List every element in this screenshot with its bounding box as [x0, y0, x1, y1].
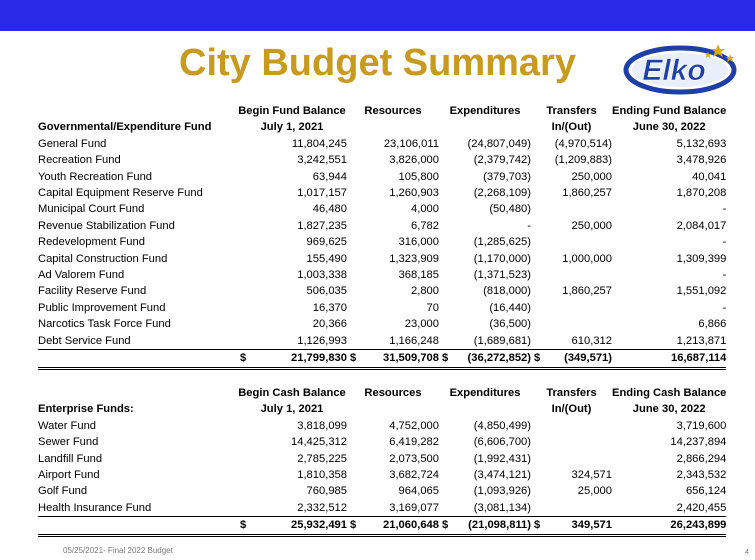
cell-ending: 5,132,693: [676, 137, 727, 150]
cell-transfers: 1,860,257: [562, 187, 612, 200]
governmental-header-row-2: [38, 119, 726, 135]
cell-transfers: 250,000: [571, 170, 612, 183]
cell-ending: 656,124: [685, 485, 727, 498]
cell-resources: 70: [426, 301, 439, 314]
cell-resources: 1,323,909: [389, 252, 439, 265]
begin-date-header: July 1, 2021: [260, 121, 324, 134]
table-row: [38, 201, 726, 217]
table-row: [38, 169, 726, 185]
cell-expenditures: (1,992,431): [473, 452, 531, 465]
cell-expenditures: (16,440): [489, 301, 531, 314]
cell-begin: 969,625: [306, 236, 347, 249]
fund-name: Public Improvement Fund: [38, 301, 166, 314]
fund-name: Municipal Court Fund: [38, 203, 145, 216]
fund-name: General Fund: [38, 137, 107, 150]
governmental-total-row: [38, 350, 726, 368]
cell-transfers: 25,000: [577, 485, 612, 498]
fund-name: Revenue Stabilization Fund: [38, 219, 175, 232]
total-resources: $ 31,509,708: [347, 350, 439, 368]
cell-ending: 2,084,017: [676, 219, 727, 232]
cell-expenditures: (1,285,625): [473, 236, 531, 249]
total-expenditures: $ (21,098,811): [439, 517, 531, 535]
cell-ending: -: [722, 269, 727, 282]
cell-expenditures: (2,268,109): [473, 187, 531, 200]
cell-resources: 2,800: [411, 285, 439, 298]
cell-transfers: 1,860,257: [562, 285, 612, 298]
cell-begin: 155,490: [306, 252, 347, 265]
begin-date-header: July 1, 2021: [260, 403, 324, 416]
cell-transfers: [531, 300, 612, 316]
cell-expenditures: -: [527, 219, 531, 232]
cell-resources: 3,682,724: [389, 469, 439, 482]
governmental-header-row-1: [38, 103, 726, 119]
governmental-section-label: Governmental/Expenditure Fund: [38, 121, 212, 134]
cell-resources: 2,073,500: [389, 452, 439, 465]
ending-date-header: June 30, 2022: [632, 121, 706, 134]
table-row: [38, 500, 726, 517]
begin-cash-balance-header: Begin Cash Balance: [238, 387, 346, 399]
cell-transfers: [531, 267, 612, 283]
total-resources: $ 21,060,648: [347, 517, 439, 535]
cell-begin: 506,035: [306, 285, 347, 298]
cell-resources: 6,782: [411, 219, 439, 232]
ending-date-header: June 30, 2022: [632, 403, 706, 416]
cell-resources: 1,166,248: [389, 334, 439, 347]
cell-begin: 1,126,993: [297, 334, 347, 347]
page-title: City Budget Summary: [179, 42, 576, 84]
total-begin: $ 25,932,491: [237, 517, 347, 535]
ending-fund-balance-header: Ending Fund Balance: [612, 105, 727, 117]
resources-header: Resources: [364, 387, 422, 399]
cell-resources: 3,169,077: [389, 501, 439, 514]
cell-transfers: [531, 316, 612, 332]
cell-ending: 3,478,926: [676, 154, 727, 167]
cell-resources: 316,000: [398, 236, 439, 249]
enterprise-fund-table: [38, 385, 726, 537]
cell-expenditures: (2,379,742): [473, 154, 531, 167]
total-ending: 26,243,899: [612, 517, 726, 535]
fund-name: Sewer Fund: [38, 436, 99, 449]
cell-begin: 760,985: [306, 485, 347, 498]
transfers-subheader: In/(Out): [551, 121, 592, 134]
fund-name: Capital Construction Fund: [38, 252, 168, 265]
fund-name: Redevelopment Fund: [38, 236, 145, 249]
cell-ending: -: [722, 236, 727, 249]
cell-expenditures: (1,093,926): [473, 485, 531, 498]
cell-expenditures: (50,480): [489, 203, 531, 216]
cell-transfers: 250,000: [571, 219, 612, 232]
cell-expenditures: (6,606,700): [473, 436, 531, 449]
cell-begin: 46,480: [312, 203, 347, 216]
total-expenditures: $ (36,272,852): [439, 350, 531, 368]
total-transfers: $ (349,571): [531, 350, 612, 368]
cell-transfers: [531, 451, 612, 467]
fund-name: Debt Service Fund: [38, 334, 131, 347]
table-row: [38, 483, 726, 499]
cell-resources: 1,260,903: [389, 187, 439, 200]
total-ending: 16,687,114: [612, 350, 726, 368]
fund-name: Facility Reserve Fund: [38, 285, 147, 298]
cell-ending: 14,237,894: [670, 436, 727, 449]
cell-ending: 40,041: [692, 170, 727, 183]
cell-ending: 1,309,399: [676, 252, 727, 265]
cell-transfers: (1,209,883): [554, 154, 612, 167]
cell-resources: 4,000: [411, 203, 439, 216]
table-row: [38, 136, 726, 152]
fund-name: Airport Fund: [38, 469, 100, 482]
table-row: [38, 316, 726, 332]
cell-begin: 1,003,338: [297, 269, 347, 282]
table-row: [38, 333, 726, 350]
transfers-header: Transfers: [546, 105, 597, 117]
fund-name: Narcotics Task Force Fund: [38, 318, 171, 331]
cell-begin: 1,017,157: [297, 187, 347, 200]
cell-ending: -: [722, 301, 727, 314]
expenditures-header: Expenditures: [449, 105, 521, 117]
fund-name: Ad Valorem Fund: [38, 269, 125, 282]
expenditures-header: Expenditures: [449, 387, 521, 399]
elko-logo: [622, 38, 740, 100]
cell-expenditures: (1,170,000): [473, 252, 531, 265]
cell-begin: 11,804,245: [291, 137, 347, 150]
fund-name: Water Fund: [38, 419, 97, 432]
cell-transfers: 1,000,000: [562, 252, 612, 265]
transfers-subheader: In/(Out): [551, 403, 592, 416]
cell-transfers: (4,970,514): [554, 137, 612, 150]
cell-begin: 3,242,551: [297, 154, 347, 167]
fund-name: Youth Recreation Fund: [38, 170, 153, 183]
enterprise-header-row-2: [38, 401, 726, 417]
governmental-fund-table: [38, 103, 726, 370]
cell-resources: 23,000: [404, 318, 439, 331]
transfers-header: Transfers: [546, 387, 597, 399]
ending-cash-balance-header: Ending Cash Balance: [612, 387, 727, 399]
cell-transfers: [531, 234, 612, 250]
cell-expenditures: (3,081,134): [473, 501, 531, 514]
fund-name: Recreation Fund: [38, 154, 121, 167]
cell-expenditures: (1,689,681): [473, 334, 531, 347]
cell-expenditures: (1,371,523): [473, 269, 531, 282]
cell-resources: 3,826,000: [389, 154, 439, 167]
table-row: [38, 283, 726, 299]
cell-begin: 16,370: [312, 301, 347, 314]
cell-resources: 23,106,011: [383, 137, 439, 150]
cell-expenditures: (36,500): [489, 318, 531, 331]
fund-name: Landfill Fund: [38, 452, 103, 465]
cell-begin: 2,332,512: [297, 501, 347, 514]
table-row: [38, 467, 726, 483]
cell-ending: 3,719,600: [676, 419, 727, 432]
cell-ending: 1,213,871: [676, 334, 727, 347]
enterprise-section-label: Enterprise Funds:: [38, 403, 134, 416]
cell-ending: 2,343,532: [676, 469, 727, 482]
table-row: [38, 300, 726, 316]
cell-begin: 1,810,358: [297, 469, 347, 482]
cell-resources: 4,752,000: [389, 419, 439, 432]
cell-begin: 2,785,225: [297, 452, 347, 465]
cell-begin: 63,944: [312, 170, 347, 183]
cell-transfers: [531, 500, 612, 517]
total-transfers: $ 349,571: [531, 517, 612, 535]
page-number: 4: [745, 549, 749, 556]
cell-resources: 6,419,282: [389, 436, 439, 449]
cell-resources: 964,065: [398, 485, 439, 498]
cell-ending: -: [722, 203, 727, 216]
cell-expenditures: (3,474,121): [473, 469, 531, 482]
cell-transfers: 324,571: [571, 469, 612, 482]
logo-text: Elko: [642, 54, 706, 87]
table-row: [38, 418, 726, 434]
table-row: [38, 185, 726, 201]
cell-expenditures: (24,807,049): [467, 137, 531, 150]
cell-ending: 6,866: [698, 318, 727, 331]
cell-begin: 3,818,099: [297, 419, 347, 432]
enterprise-total-row: [38, 517, 726, 535]
table-row: [38, 267, 726, 283]
table-row: [38, 434, 726, 450]
table-row: [38, 152, 726, 168]
cell-expenditures: (379,703): [483, 170, 531, 183]
cell-ending: 1,551,092: [676, 285, 727, 298]
begin-fund-balance-header: Begin Fund Balance: [238, 105, 346, 117]
cell-transfers: [531, 418, 612, 434]
fund-name: Capital Equipment Reserve Fund: [38, 187, 203, 200]
cell-begin: 1,827,235: [297, 219, 347, 232]
fund-name: Health Insurance Fund: [38, 501, 152, 514]
table-row: [38, 234, 726, 250]
cell-expenditures: (818,000): [483, 285, 531, 298]
cell-resources: 105,800: [398, 170, 439, 183]
footer-note: 05/25/2021- Final 2022 Budget: [63, 546, 173, 555]
cell-transfers: [531, 434, 612, 450]
top-banner-bar: [0, 0, 755, 31]
cell-begin: 14,425,312: [291, 436, 347, 449]
cell-begin: 20,366: [312, 318, 347, 331]
cell-expenditures: (4,850,499): [473, 419, 531, 432]
cell-ending: 2,420,455: [676, 501, 727, 514]
cell-transfers: 610,312: [571, 334, 612, 347]
resources-header: Resources: [364, 105, 422, 117]
table-row: [38, 251, 726, 267]
cell-resources: 368,185: [398, 269, 439, 282]
cell-ending: 2,866,294: [676, 452, 727, 465]
total-begin: $ 21,799,830: [237, 350, 347, 368]
cell-ending: 1,870,208: [676, 187, 727, 200]
table-row: [38, 451, 726, 467]
fund-name: Golf Fund: [38, 485, 88, 498]
enterprise-header-row-1: [38, 385, 726, 401]
cell-transfers: [531, 201, 612, 217]
table-row: [38, 218, 726, 234]
